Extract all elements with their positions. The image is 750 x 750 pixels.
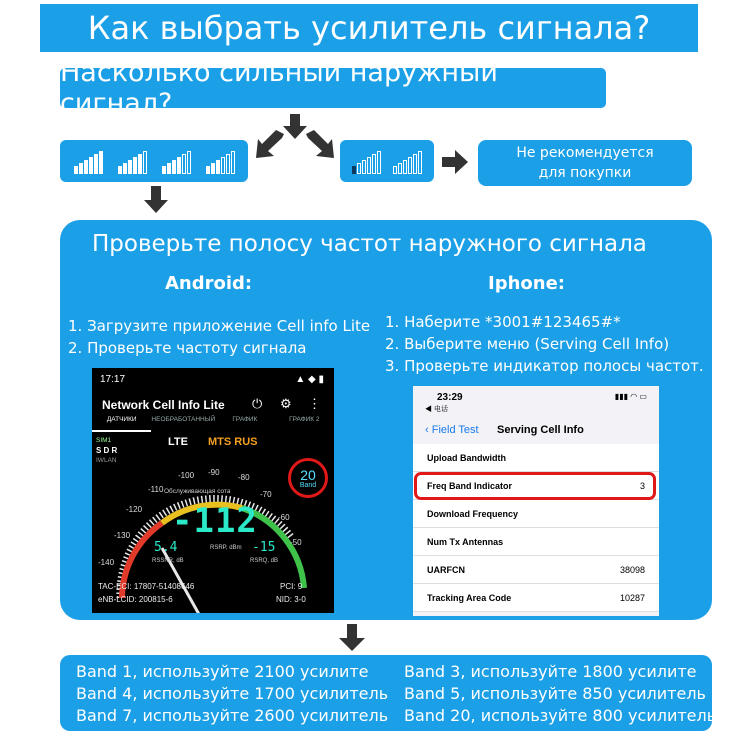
gauge-tick: -140	[98, 558, 115, 567]
sim-label: SIM1	[96, 437, 112, 444]
signal-bars-icon	[74, 151, 103, 174]
list-item[interactable]	[413, 584, 659, 612]
serving-cell-label: Обслуживающая сота	[164, 488, 231, 495]
android-steps	[68, 315, 370, 359]
status-time: 23:29	[437, 392, 463, 403]
android-heading: Android:	[165, 273, 253, 294]
iphone-screenshot	[413, 386, 659, 616]
page-title: Как выбрать усилитель сигнала?	[40, 4, 698, 52]
rssnr-value: 5.4	[154, 540, 178, 555]
freq-band-highlight	[414, 472, 656, 500]
rsrp-label: RSRP, dBm	[210, 545, 242, 551]
arrow-left-down-icon	[254, 130, 286, 160]
iphone-steps	[385, 311, 704, 377]
gauge-tick: -110	[148, 485, 164, 494]
network-type: LTE	[168, 436, 188, 448]
signal-bars-icon	[352, 151, 381, 174]
chevron-left-icon: ‹	[425, 424, 432, 436]
gauge-tick: -50	[290, 538, 302, 547]
band-recommendation: Band 1, используйте 2100 усилите	[76, 662, 369, 681]
arrow-down-icon	[143, 186, 169, 214]
iphone-step: 1. Наберите *3001#123465#*	[385, 313, 621, 331]
tab-graph[interactable]: ГРАФИК	[232, 416, 258, 423]
status-icons: ▲ ◆ ▮	[295, 374, 324, 385]
gear-icon[interactable]: ⚙	[280, 396, 292, 411]
gauge-tick: -100	[178, 471, 195, 480]
android-step: 2. Проверьте частоту сигнала	[68, 339, 307, 357]
rsrp-value: -112	[172, 501, 258, 541]
band-recommendation: Band 3, используйте 1800 усилите	[404, 662, 697, 681]
gauge-tick: -120	[126, 505, 143, 514]
gauge-tick: -130	[114, 531, 131, 540]
carrier-label: ◀ 电话	[425, 406, 448, 413]
row-label: UARFCN	[427, 564, 465, 575]
gauge-tick: -70	[260, 490, 272, 499]
row-label: Upload Bandwidth	[427, 452, 506, 463]
gauge-tick: -80	[238, 473, 250, 482]
enb-lcid: eNB-LCID: 200815-6	[98, 595, 173, 604]
band-recommendation: Band 4, используйте 1700 усилитель	[76, 684, 389, 703]
band-recommendation: Band 7, используйте 2600 усилитель	[76, 706, 389, 725]
list-item[interactable]	[413, 500, 659, 528]
pci: PCI: 9	[280, 582, 303, 591]
not-recommended-line1: Не рекомендуется	[516, 145, 654, 161]
not-recommended-line2: для покупки	[538, 165, 632, 181]
gauge-tick: -60	[278, 513, 290, 522]
rssnr-label: RSSNR, dB	[152, 558, 184, 564]
screen-header: Serving Cell Info	[497, 424, 584, 436]
rsrq-label: RSRQ, dB	[250, 558, 279, 564]
row-value: 38098	[619, 564, 645, 575]
arrow-right-icon	[442, 150, 468, 174]
list-item[interactable]	[413, 556, 659, 584]
android-step: 1. Загрузите приложение Cell info Lite	[68, 317, 371, 335]
row-value: 3	[639, 480, 645, 491]
gauge-tick: -90	[208, 468, 220, 477]
signal-bars-icon	[118, 151, 147, 174]
arrow-down-icon	[338, 624, 366, 656]
tab-sensors[interactable]: ДАТЧИКИ	[92, 416, 151, 432]
iphone-step: 2. Выберите меню (Serving Cell Info)	[385, 335, 670, 353]
list-item[interactable]	[413, 528, 659, 556]
android-screenshot	[92, 368, 334, 613]
list-item[interactable]	[413, 444, 659, 472]
signal-bars-icon	[393, 151, 422, 174]
arrow-right-down-icon	[304, 130, 336, 160]
band-recommendation: Band 5, используйте 850 усилитель	[404, 684, 706, 703]
weak-signal-box	[340, 140, 434, 182]
row-value: 10287	[619, 592, 645, 603]
status-time: 17:17	[100, 374, 126, 385]
power-icon[interactable]: ⏻	[252, 396, 263, 411]
app-title: Network Cell Info Lite	[102, 398, 225, 412]
band-number: 20	[300, 466, 316, 483]
row-label: Tracking Area Code	[427, 592, 512, 603]
strong-signal-box	[60, 140, 248, 182]
signal-bars-icon	[206, 151, 235, 174]
status-icons: ▮▮▮ ◠ ▭	[614, 392, 647, 401]
iphone-heading: Iphone:	[488, 273, 565, 294]
tab-graph-2[interactable]: ГРАФИК 2	[289, 416, 320, 423]
tac-eci: TAC-ECI: 17807-51408646	[98, 582, 195, 591]
more-icon[interactable]: ⋮	[308, 396, 321, 411]
iwlan-label: IWLAN	[96, 457, 117, 464]
row-label: Freq Band Indicator	[427, 480, 513, 491]
rsrq-value: -15	[252, 540, 276, 555]
tab-raw[interactable]: НЕОБРАБОТАННЫЙ	[151, 416, 216, 423]
main-heading: Проверьте полосу частот наружного сигнала	[92, 231, 647, 257]
row-label: Download Frequency	[427, 508, 519, 519]
row-label: Num Tx Antennas	[427, 536, 504, 547]
back-label: Field Test	[431, 424, 479, 436]
signal-bars-icon	[162, 151, 191, 174]
band-indicator	[288, 458, 328, 498]
sdr-label: S D R	[96, 446, 118, 455]
band-recommendation: Band 20, используйте 800 усилитель	[404, 706, 717, 725]
not-recommended-box	[478, 140, 692, 186]
question-banner: Насколько сильный наружный сигнал?	[60, 68, 606, 108]
band-label: Band	[299, 481, 317, 489]
nid: NID: 3-0	[276, 595, 306, 604]
operator-name: MTS RUS	[208, 436, 258, 448]
iphone-step: 3. Проверьте индикатор полосы частот.	[385, 357, 704, 375]
back-button[interactable]	[425, 424, 479, 436]
